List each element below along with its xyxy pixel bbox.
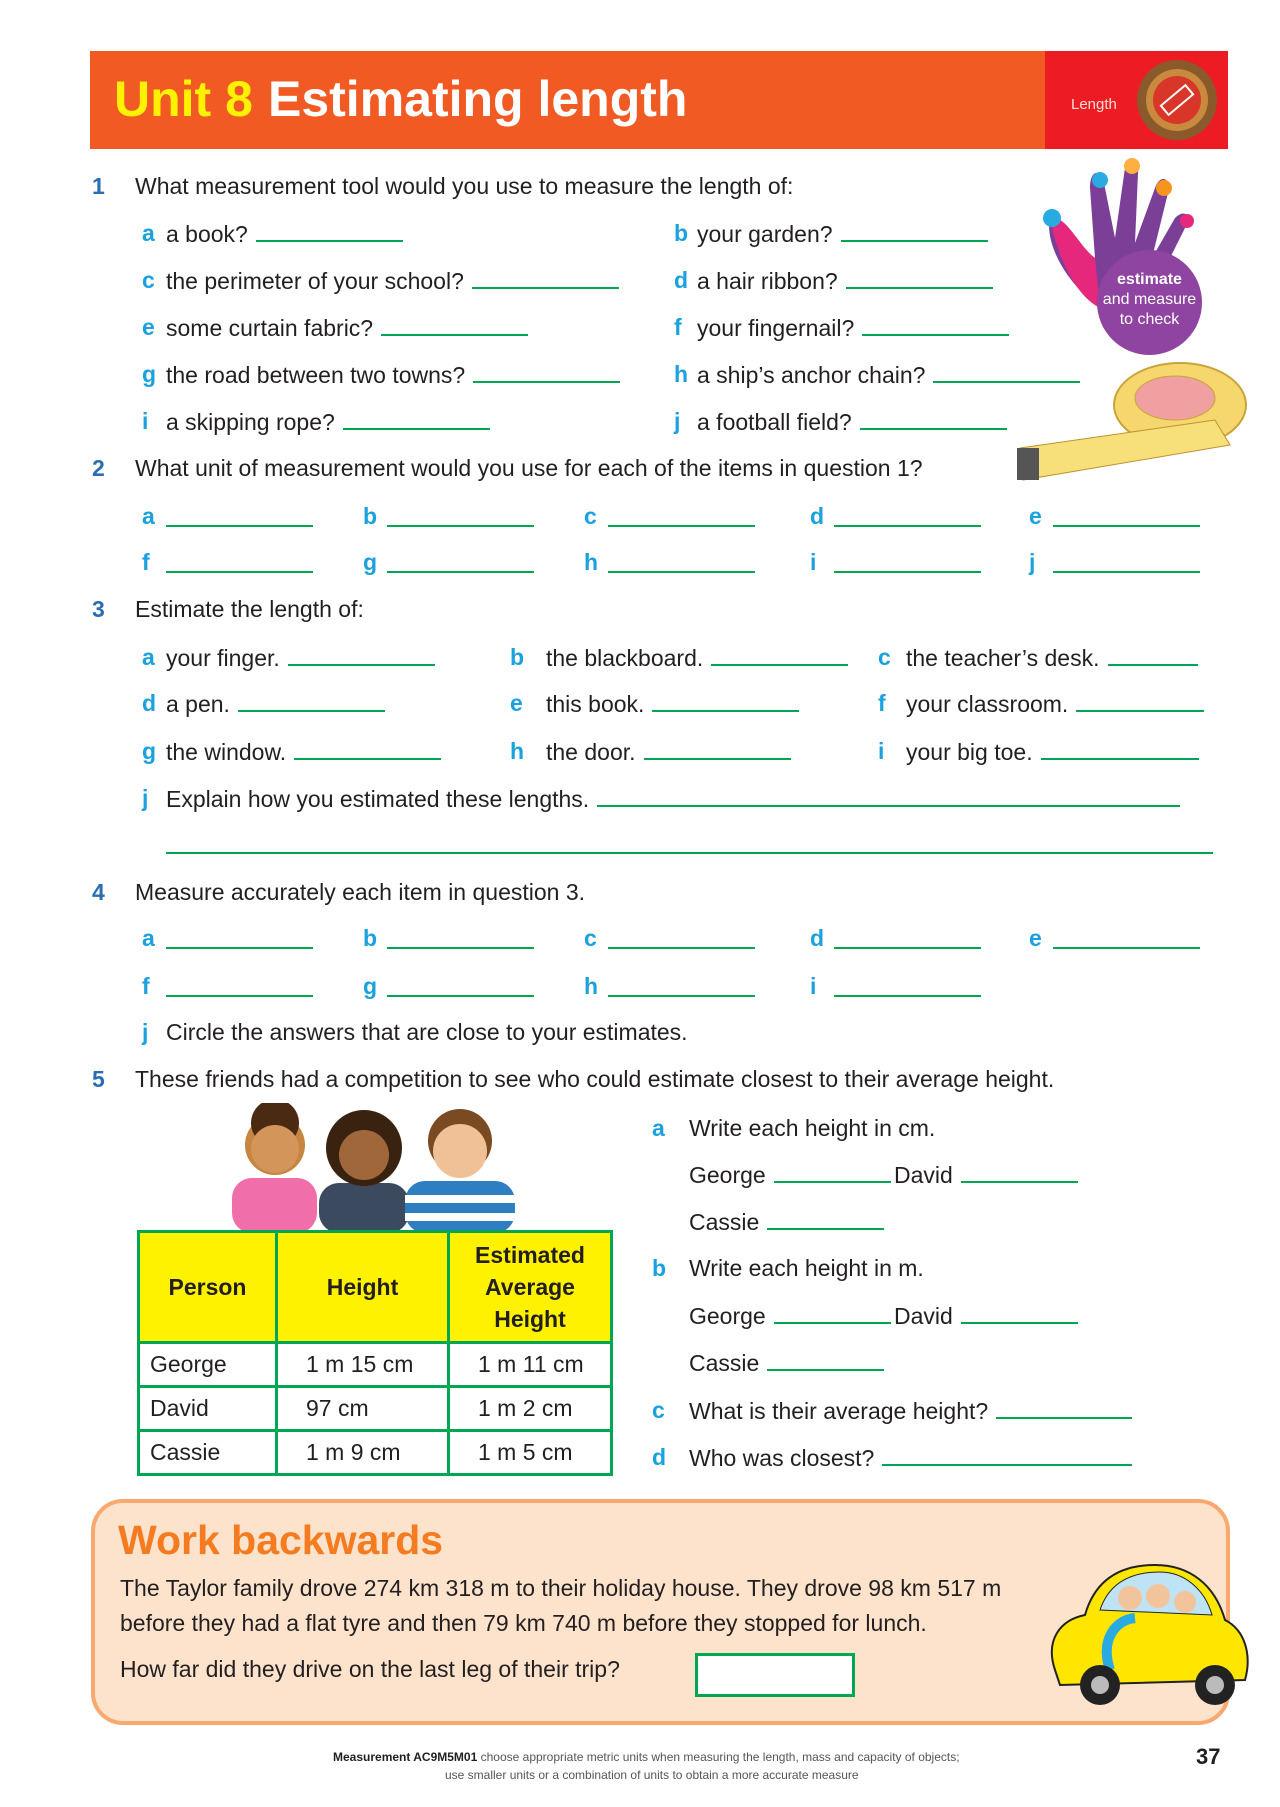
answer-line[interactable] (387, 525, 534, 527)
answer-line[interactable] (387, 995, 534, 997)
table-cell: 1 m 2 cm (449, 1387, 612, 1431)
column-header: Height (277, 1232, 449, 1343)
answer-line[interactable] (1076, 688, 1204, 712)
question-item (166, 406, 490, 437)
children-photo (227, 1103, 519, 1230)
question-item (166, 265, 619, 296)
question-number: 5 (92, 1066, 105, 1092)
answer-line[interactable] (472, 265, 619, 289)
badge-text: estimate (1117, 271, 1182, 288)
question-item (166, 688, 385, 719)
name-field (894, 1159, 1078, 1190)
question-text: Estimate the length of: (135, 596, 364, 622)
item-letter: c (584, 503, 597, 529)
question-item (689, 1442, 1132, 1473)
item-letter: d (142, 690, 157, 716)
table-cell: George (139, 1343, 277, 1387)
item-text: the door. (546, 739, 636, 765)
item-letter: h (584, 973, 599, 999)
item-letter: a (142, 644, 155, 670)
answer-line[interactable] (166, 525, 313, 527)
item-text: the perimeter of your school? (166, 268, 464, 294)
answer-line[interactable] (288, 642, 435, 666)
table-row (139, 1431, 612, 1475)
item-letter: g (363, 973, 378, 999)
question-number: 3 (92, 596, 105, 622)
question-text: What unit of measurement would you use for each of the items in question 1? (135, 455, 923, 481)
work-backwards-title: Work backwards (118, 1517, 444, 1563)
answer-line[interactable] (473, 359, 620, 383)
column-header: Estimated Average Height (449, 1232, 612, 1343)
item-letter: c (584, 925, 597, 951)
answer-line[interactable] (767, 1206, 884, 1230)
answer-line[interactable] (834, 947, 981, 949)
item-letter: f (878, 690, 886, 716)
item-letter: h (674, 361, 689, 387)
item-letter: j (674, 408, 681, 434)
item-letter: g (363, 549, 378, 575)
item-letter: i (142, 408, 149, 434)
answer-line[interactable] (166, 995, 313, 997)
name-label: Cassie (689, 1350, 760, 1376)
item-letter: i (810, 973, 817, 999)
page-title: Estimating length (268, 71, 688, 127)
question-item (906, 736, 1199, 767)
answer-line[interactable] (862, 312, 1009, 336)
answer-line[interactable] (841, 218, 988, 242)
unit-number: Unit 8 (114, 71, 253, 127)
question-text: These friends had a competition to see who could estimate closest to their average height. (135, 1066, 1055, 1092)
curriculum-line-1 (333, 1750, 960, 1764)
answer-line[interactable] (1041, 736, 1199, 760)
item-text: a football field? (697, 409, 852, 435)
item-letter: d (652, 1444, 667, 1470)
item-letter: i (878, 738, 885, 764)
badge-text: and measure (1102, 291, 1197, 308)
question-item (697, 312, 1009, 343)
name-label: George (689, 1303, 766, 1329)
question-item (697, 265, 993, 296)
item-letter: f (674, 314, 682, 340)
question-item (166, 312, 528, 343)
item-text: a hair ribbon? (697, 268, 838, 294)
answer-line[interactable] (644, 736, 791, 760)
ruler-medal-icon (1135, 58, 1219, 142)
item-letter: e (510, 690, 523, 716)
name-field (689, 1300, 891, 1331)
table-cell: Cassie (139, 1431, 277, 1475)
answer-line[interactable] (882, 1442, 1132, 1466)
name-label: George (689, 1162, 766, 1188)
question-item (546, 642, 848, 673)
answer-line[interactable] (767, 1347, 884, 1371)
item-letter: b (652, 1255, 667, 1281)
question-item (166, 359, 620, 390)
answer-line[interactable] (652, 688, 799, 712)
answer-line[interactable] (608, 995, 755, 997)
item-text: the blackboard. (546, 645, 704, 671)
work-text: before they had a flat tyre and then 79 km 740 m before they stopped for lunch. (120, 1610, 927, 1636)
item-text: your finger. (166, 645, 280, 671)
question-item (166, 783, 1180, 814)
table-cell: 97 cm (277, 1387, 449, 1431)
item-letter: f (142, 973, 150, 999)
answer-line[interactable] (294, 736, 441, 760)
item-text: a pen. (166, 691, 230, 717)
answer-line[interactable] (1053, 571, 1200, 573)
item-text: Explain how you estimated these lengths. (166, 786, 590, 812)
name-field (689, 1206, 884, 1237)
item-letter: i (810, 549, 817, 575)
question-item (697, 359, 1080, 390)
item-letter: a (142, 925, 155, 951)
question-text: What measurement tool would you use to measure the length of: (135, 173, 794, 199)
answer-line[interactable] (834, 995, 981, 997)
answer-line[interactable] (846, 265, 993, 289)
item-letter: f (142, 549, 150, 575)
table-row (139, 1343, 612, 1387)
name-field (689, 1159, 891, 1190)
item-letter: a (142, 220, 155, 246)
question-text: Measure accurately each item in question 3. (135, 879, 586, 905)
curriculum-line-2: use smaller units or a combination of units to obtain a more accurate measure (445, 1768, 859, 1782)
question-item (689, 1395, 1132, 1426)
item-text: your big toe. (906, 739, 1033, 765)
item-letter: j (142, 1019, 149, 1045)
name-field (894, 1300, 1078, 1331)
page-number: 37 (1196, 1744, 1221, 1769)
item-text: your fingernail? (697, 315, 855, 341)
answer-line[interactable] (860, 406, 1007, 430)
question-item (689, 1253, 924, 1283)
table-cell: 1 m 5 cm (449, 1431, 612, 1475)
answer-line[interactable] (608, 947, 755, 949)
answer-box[interactable] (695, 1653, 855, 1697)
answer-line[interactable] (834, 525, 981, 527)
item-letter: b (363, 503, 378, 529)
family-car-icon (1040, 1560, 1255, 1710)
answer-line[interactable] (256, 218, 403, 242)
item-letter: b (363, 925, 378, 951)
table-cell: 1 m 15 cm (277, 1343, 449, 1387)
item-letter: b (674, 220, 689, 246)
answer-line[interactable] (834, 571, 981, 573)
name-label: David (894, 1162, 953, 1188)
item-letter: h (584, 549, 599, 575)
item-letter: e (1029, 925, 1042, 951)
item-text: a skipping rope? (166, 409, 335, 435)
item-text: the road between two towns? (166, 362, 466, 388)
answer-line[interactable] (961, 1159, 1078, 1183)
question-item (546, 736, 791, 767)
answer-line[interactable] (996, 1395, 1132, 1419)
item-text: Write each height in cm. (689, 1115, 936, 1141)
item-text: Circle the answers that are close to your estimates. (166, 1019, 688, 1045)
answer-line[interactable] (608, 571, 755, 573)
item-text: a book? (166, 221, 248, 247)
item-letter: j (142, 785, 149, 811)
question-item (166, 1017, 688, 1047)
curriculum-text: choose appropriate metric units when measuring the length, mass and capacity of objects; (480, 1750, 960, 1764)
item-letter: h (510, 738, 525, 764)
name-label: Cassie (689, 1209, 760, 1235)
table-cell: David (139, 1387, 277, 1431)
name-label: David (894, 1303, 953, 1329)
answer-line[interactable] (343, 406, 490, 430)
badge-text: to check (1119, 311, 1180, 328)
answer-line[interactable] (933, 359, 1080, 383)
item-letter: e (142, 314, 155, 340)
question-item (689, 1113, 935, 1143)
question-item (166, 218, 403, 249)
item-letter: d (674, 267, 689, 293)
answer-line[interactable] (774, 1159, 891, 1183)
item-text: this book. (546, 691, 645, 717)
question-number: 1 (92, 173, 105, 199)
height-table (137, 1230, 613, 1476)
answer-line[interactable] (387, 571, 534, 573)
item-text: the teacher’s desk. (906, 645, 1100, 671)
item-letter: c (652, 1397, 665, 1423)
answer-line[interactable] (381, 312, 528, 336)
answer-line[interactable] (961, 1300, 1078, 1324)
answer-line[interactable] (387, 947, 534, 949)
item-letter: j (1029, 549, 1036, 575)
strand-label: Length (1071, 96, 1117, 113)
answer-line[interactable] (238, 688, 385, 712)
work-question: How far did they drive on the last leg of their trip? (120, 1656, 620, 1682)
answer-line[interactable] (166, 947, 313, 949)
answer-line[interactable] (1053, 525, 1200, 527)
item-letter: a (652, 1115, 665, 1141)
answer-line[interactable] (608, 525, 755, 527)
item-letter: c (142, 267, 155, 293)
item-text: your garden? (697, 221, 833, 247)
question-number: 4 (92, 879, 105, 905)
table-cell: 1 m 11 cm (449, 1343, 612, 1387)
answer-line[interactable] (711, 642, 848, 666)
question-item (906, 642, 1198, 673)
item-letter: g (142, 738, 157, 764)
question-item (697, 406, 1007, 437)
item-text: Write each height in m. (689, 1255, 924, 1281)
table-cell: 1 m 9 cm (277, 1431, 449, 1475)
item-letter: a (142, 503, 155, 529)
answer-line[interactable] (166, 571, 313, 573)
item-text: a ship’s anchor chain? (697, 362, 926, 388)
name-field (689, 1347, 884, 1378)
work-text: The Taylor family drove 274 km 318 m to their holiday house. They drove 98 km 517 m (120, 1575, 1002, 1601)
answer-line[interactable] (166, 852, 1213, 854)
answer-line[interactable] (1108, 642, 1198, 666)
item-letter: c (878, 644, 891, 670)
curriculum-code: Measurement AC9M5M01 (333, 1750, 478, 1764)
table-row (139, 1387, 612, 1431)
question-number: 2 (92, 455, 105, 481)
column-header: Person (139, 1232, 277, 1343)
answer-line[interactable] (1053, 947, 1200, 949)
question-item (546, 688, 799, 719)
item-text: Who was closest? (689, 1445, 875, 1471)
question-item (906, 688, 1204, 719)
answer-line[interactable] (774, 1300, 891, 1324)
question-item (697, 218, 988, 249)
item-letter: b (510, 644, 525, 670)
answer-line[interactable] (597, 783, 1180, 807)
question-item (166, 736, 441, 767)
item-text: the window. (166, 739, 287, 765)
item-letter: d (810, 503, 825, 529)
item-text: your classroom. (906, 691, 1069, 717)
item-letter: d (810, 925, 825, 951)
question-item (166, 642, 435, 673)
item-text: some curtain fabric? (166, 315, 374, 341)
item-text: What is their average height? (689, 1398, 989, 1424)
item-letter: g (142, 361, 157, 387)
item-letter: e (1029, 503, 1042, 529)
